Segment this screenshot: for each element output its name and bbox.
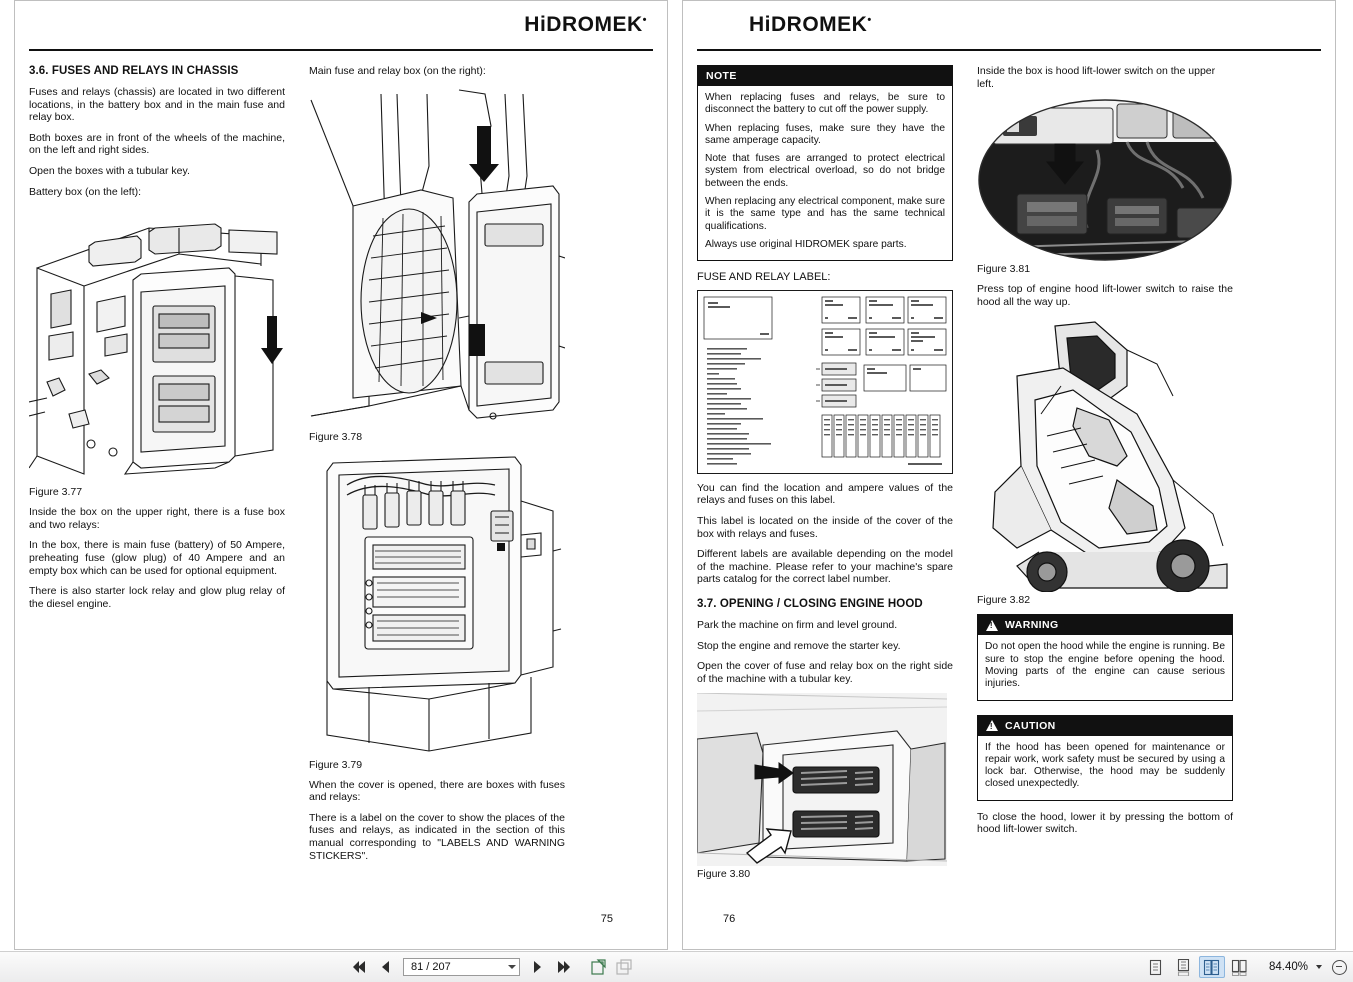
fit-width-button[interactable] [611, 955, 637, 979]
paragraph: Main fuse and relay box (on the right): [309, 65, 486, 77]
section-heading-3-6: 3.6. FUSES AND RELAYS IN CHASSIS [29, 65, 239, 77]
page-header-right [697, 9, 1321, 51]
viewer-toolbar[interactable] [0, 951, 1353, 982]
note-header [698, 66, 952, 86]
note-paragraph: When replacing fuses and relays, be sure to disconnect the battery to cut off the power supply. [705, 92, 945, 116]
page-number-input[interactable] [403, 958, 520, 976]
zoom-level-value[interactable]: 84.40% [1268, 961, 1308, 973]
first-page-button[interactable] [346, 955, 372, 979]
right-page-column-1 [697, 65, 953, 888]
paragraph: When the cover is opened, there are boxes with fuses and relays: [309, 778, 565, 804]
paragraph: There is a label on the cover to show the places of the fuses and relays, as indicated in the section of this manual corresponding to "LABELS AND WARNING STICKERS". [309, 811, 565, 862]
figure-caption: Figure 3.81 [977, 263, 1031, 276]
paragraph: Different labels are available depending on the model of the machine. Please refer to your machine's spare parts catalog for the correct label number. [697, 548, 953, 586]
warning-header [978, 615, 1232, 635]
page-number: 75 [600, 913, 613, 925]
note-paragraph: Note that fuses are arranged to protect electrical system from electrical overload, so do not bridge between the ends. [705, 153, 945, 189]
zoom-out-icon[interactable] [1332, 960, 1347, 975]
paragraph: You can find the location and ampere values of the relays and fuses on this label. [697, 481, 953, 507]
paragraph: To close the hood, lower it by pressing the bottom of hood lift-lower switch. [977, 810, 1233, 836]
caution-box [977, 715, 1233, 801]
figure-3-82-image [977, 316, 1233, 594]
figure-caption: Figure 3.78 [309, 430, 363, 443]
figure-3-78-image [309, 86, 565, 431]
page-left[interactable] [14, 0, 668, 950]
continuous-scroll-view-button[interactable] [1171, 956, 1197, 978]
fuse-relay-label-heading: FUSE AND RELAY LABEL: [697, 271, 831, 284]
figure-3-79-image [309, 451, 565, 759]
page-right[interactable] [682, 0, 1336, 950]
warning-text: Do not open the hood while the engine is running. Be sure to stop the engine before opening the hood. Moving parts of the engine can cause serious injuries. [985, 641, 1225, 690]
chevron-down-icon[interactable] [505, 964, 519, 970]
section-heading-3-7: 3.7. OPENING / CLOSING ENGINE HOOD [697, 598, 923, 611]
caution-triangle-icon [986, 720, 998, 731]
caution-text: If the hood has been opened for maintenance or repair work, work safety must be secured by using a lock bar. Otherwise, the hood may be suddenly closed unexpectedly. [985, 741, 1225, 790]
right-page-column-2 [977, 65, 1233, 888]
figure-caption: Figure 3.79 [309, 758, 363, 771]
paragraph: Open the cover of fuse and relay box on the right side of the machine with a tubular key. [697, 660, 953, 685]
fit-page-button[interactable] [585, 955, 611, 979]
figure-caption: Figure 3.82 [977, 594, 1031, 607]
figure-caption: Figure 3.80 [697, 868, 751, 881]
page-header-left [29, 9, 653, 51]
note-box [697, 65, 953, 261]
page-number-value[interactable]: 81 / 207 [411, 961, 451, 973]
paragraph: Park the machine on firm and level ground. [697, 619, 898, 632]
book-view-button[interactable] [1227, 956, 1253, 978]
warning-body [978, 635, 1232, 699]
figure-3-81-image [977, 98, 1233, 263]
paragraph: Fuses and relays (chassis) are located in two different locations, in the battery box and in the main fuse and relay box. [29, 86, 285, 124]
left-page-column-2 [309, 65, 565, 870]
paragraph: Inside the box on the upper right, there is a fuse box and two relays: [29, 506, 285, 531]
note-title: NOTE [706, 70, 737, 82]
two-page-view-button[interactable] [1199, 956, 1225, 978]
note-body [698, 86, 952, 260]
zoom-dropdown-caret-icon[interactable] [1316, 965, 1322, 969]
next-page-button[interactable] [525, 955, 551, 979]
paragraph: In the box, there is main fuse (battery) of 50 Ampere, preheating fuse (glow plug) of 40 Ampere and an empty box which can be used for optional equipment. [29, 539, 285, 577]
paragraph: Press top of engine hood lift-lower switch to raise the hood all the way up. [977, 283, 1233, 308]
figure-3-80-image [697, 693, 953, 868]
brand-logo-left: HiDROMEK• [524, 13, 647, 36]
left-page-column-1 [29, 65, 285, 870]
last-page-button[interactable] [551, 955, 577, 979]
figure-caption: Figure 3.77 [29, 486, 83, 499]
note-paragraph: Always use original HIDROMEK spare parts. [705, 238, 907, 250]
caution-title: CAUTION [1005, 719, 1056, 732]
paragraph: Stop the engine and remove the starter key. [697, 639, 901, 652]
single-page-view-button[interactable] [1143, 956, 1169, 978]
figure-3-77-image [29, 206, 285, 486]
fuse-relay-label-diagram [697, 290, 953, 474]
paragraph: Inside the box is hood lift-lower switch on the upper left. [977, 65, 1216, 90]
note-paragraph: When replacing fuses, make sure they have the same amperage capacity. [705, 122, 945, 146]
paragraph: Battery box (on the left): [29, 185, 142, 198]
paragraph: Open the boxes with a tubular key. [29, 164, 190, 177]
warning-triangle-icon [986, 620, 998, 631]
page-number: 76 [723, 913, 736, 925]
warning-title: WARNING [1005, 619, 1059, 632]
warning-box [977, 614, 1233, 700]
caution-header [978, 716, 1232, 736]
previous-page-button[interactable] [372, 955, 398, 979]
paragraph: Both boxes are in front of the wheels of the machine, on the left and right sides. [29, 131, 285, 157]
note-paragraph: When replacing any electrical component, make sure it is the same type and has the same technical qualifications. [705, 196, 945, 232]
caution-body [978, 736, 1232, 800]
paragraph: This label is located on the inside of the cover of the box with relays and fuses. [697, 515, 953, 540]
brand-logo-right: HiDROMEK• [749, 13, 872, 36]
paragraph: There is also starter lock relay and glow plug relay of the diesel engine. [29, 585, 285, 610]
